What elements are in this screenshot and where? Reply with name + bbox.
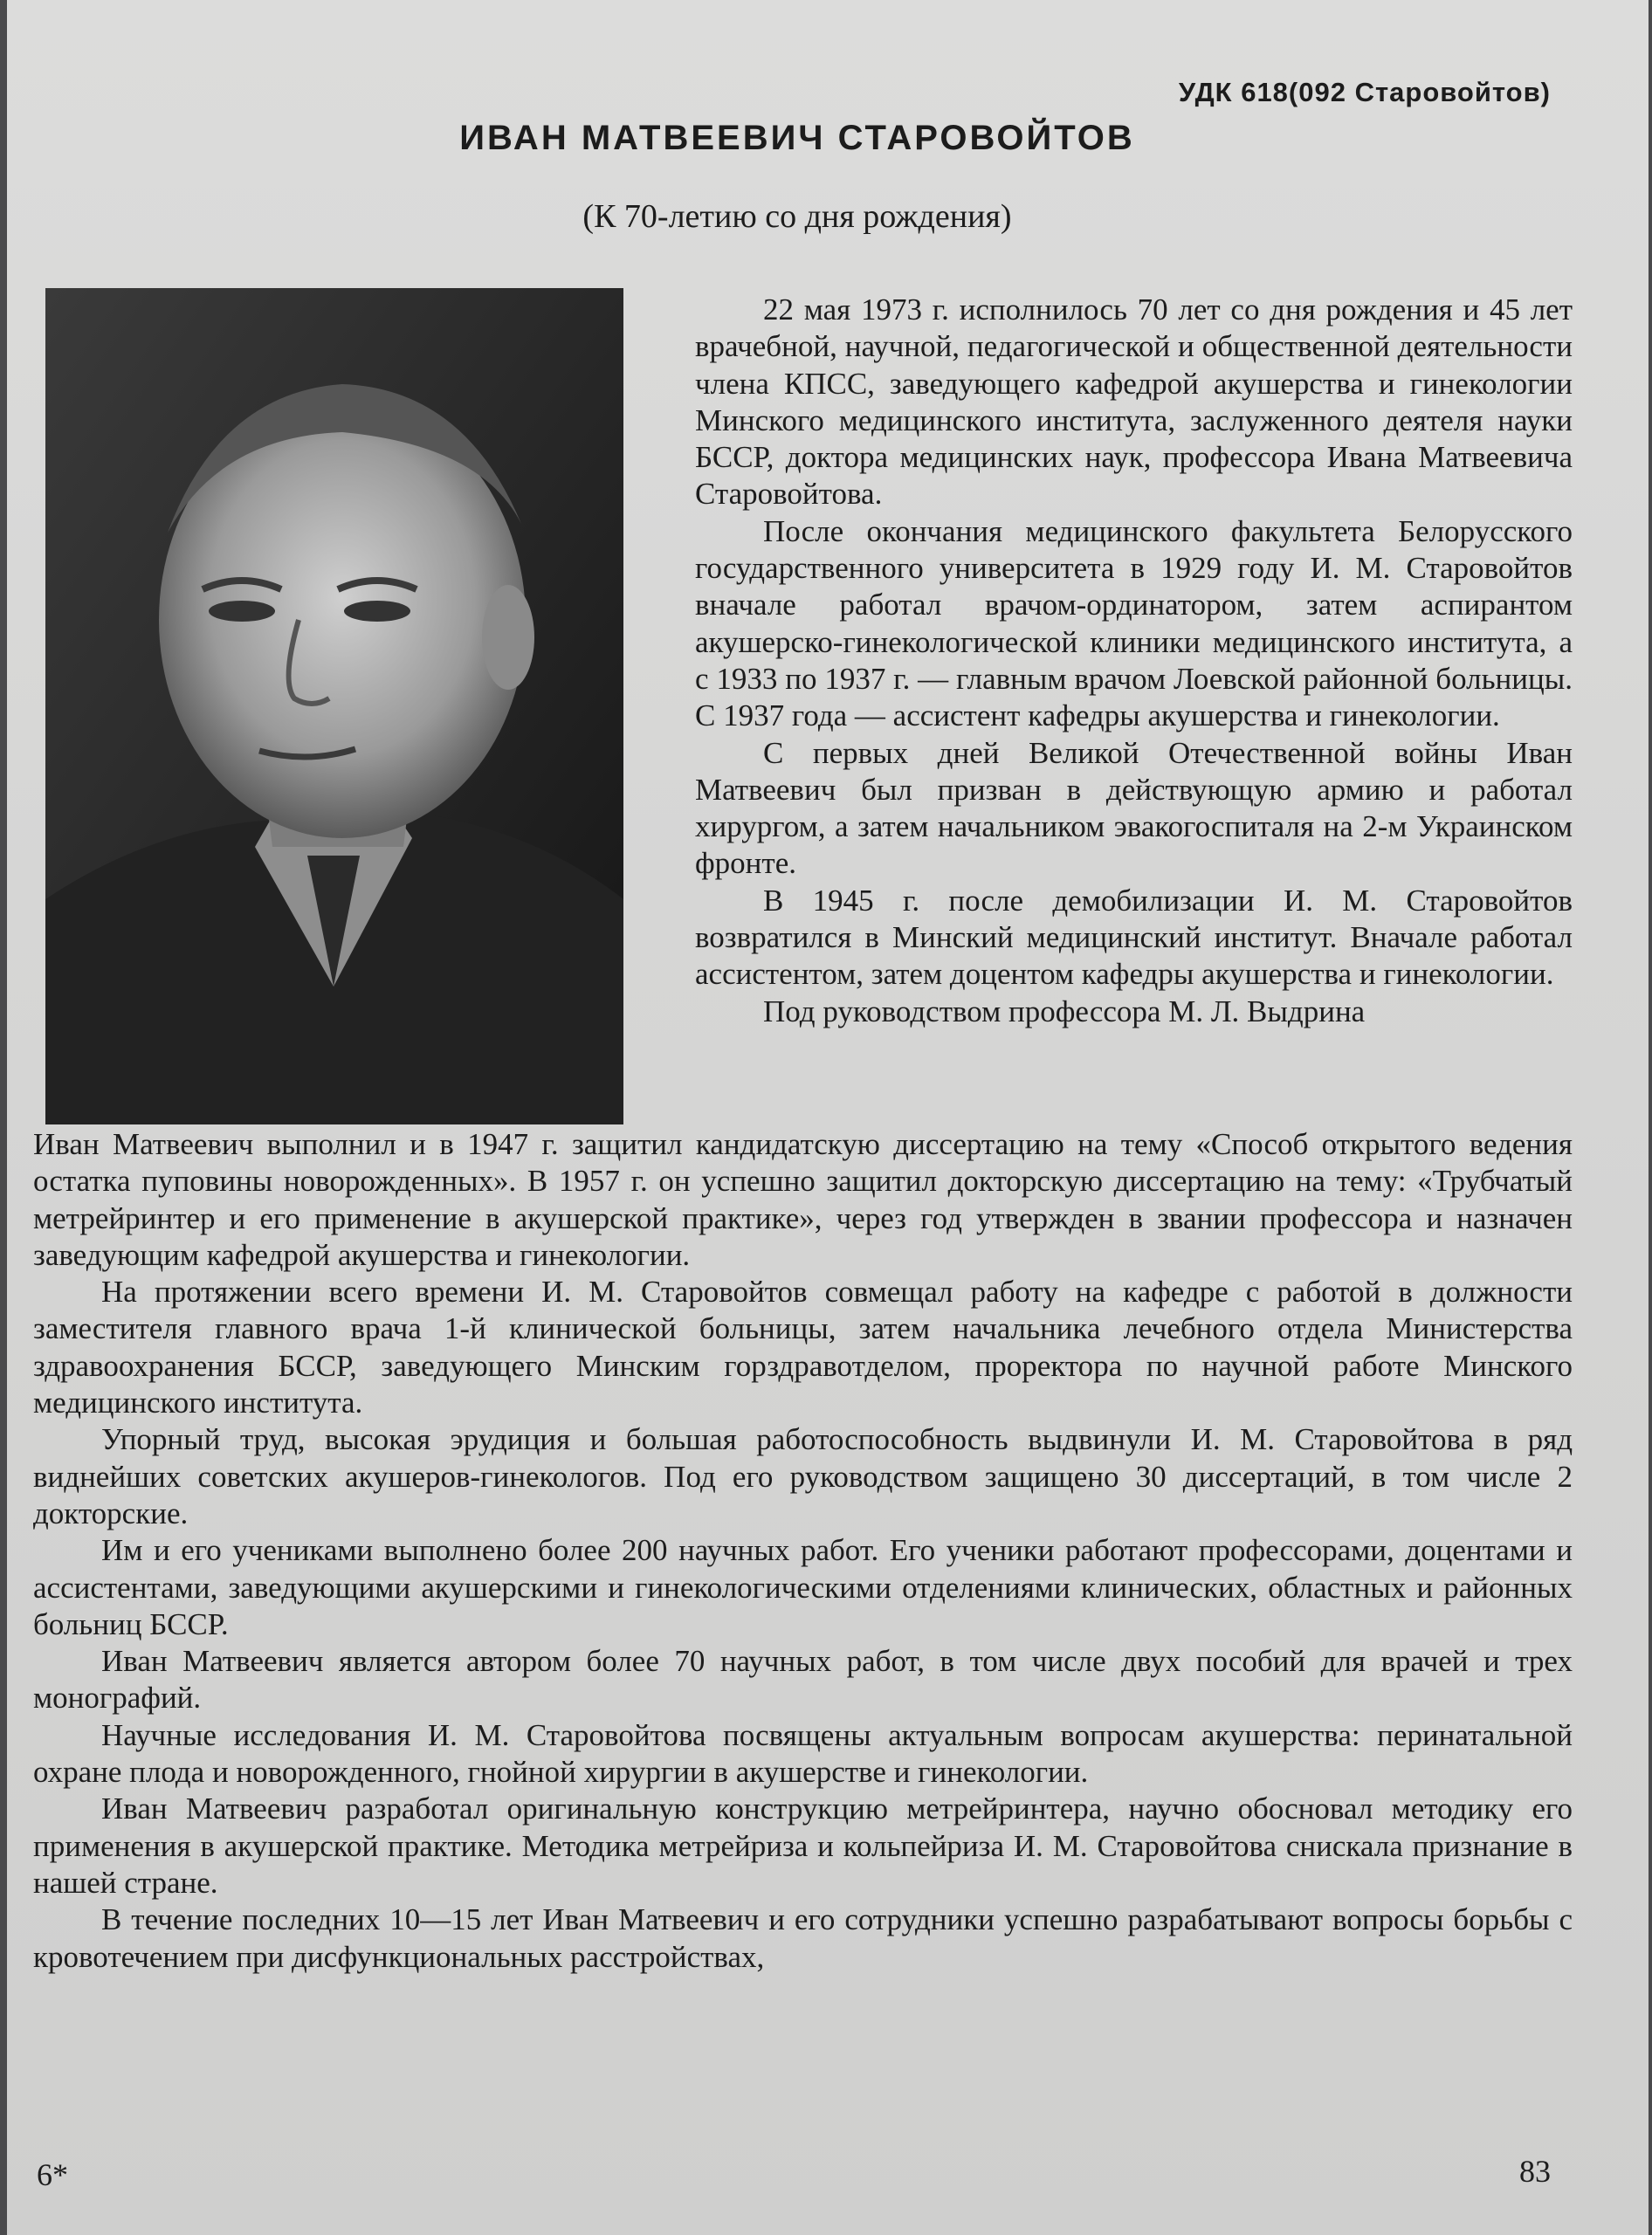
portrait-photo <box>45 288 623 1124</box>
paragraph: Научные исследования И. М. Старовойтова посвящены актуальным вопросам акушерства: перинатальной охране плода и новорожденного, гнойной хирургии в акушерстве и гинекологии. <box>33 1717 1573 1790</box>
paragraph: После окончания медицинского факультета Белорусского государственного университета в 1929 году И. М. Старовойтов вначале работал врачом-ординатором, затем аспирантом акушерско-гинекологической клиники медицинского института, а с 1933 по 1937 г. — главным врачом Лоевской районной больницы. С 1937 года — ассистент кафедры акушерства и гинекологии. <box>695 513 1573 733</box>
article-title: ИВАН МАТВЕЕВИЧ СТАРОВОЙТОВ <box>459 119 1135 157</box>
body-text-full-width <box>33 1126 1573 1976</box>
document-page <box>7 0 1649 2235</box>
paragraph: В течение последних 10—15 лет Иван Матвеевич и его сотрудники успешно разрабатывают вопросы борьбы с кровотечением при дисфункциональных расстройствах, <box>33 1902 1573 1974</box>
paragraph: Им и его учениками выполнено более 200 научных работ. Его ученики работают профессорами, доцентами и ассистентами, заведующими акушерскими и гинекологическими отделениями клинических, областных и районных больниц БССР. <box>33 1533 1573 1641</box>
paragraph-continued: Иван Матвеевич выполнил и в 1947 г. защитил кандидатскую диссертацию на тему «Способ открытого ведения остатка пуповины новорожденных». В 1957 г. он успешно защитил докторскую диссертацию на тему: «Трубчатый метрейринтер и его применение в акушерской практике», через год утвержден в звании профессора и назначен заведующим кафедрой акушерства и гинекологии. <box>33 1127 1573 1272</box>
signature-mark: 6* <box>37 2157 68 2192</box>
body-text-column-right <box>695 292 1573 1030</box>
paragraph: Иван Матвеевич является автором более 70 научных работ, в том числе двух пособий для врачей и трех монографий. <box>33 1644 1573 1716</box>
article-subtitle: (К 70-летию со дня рождения) <box>582 198 1012 235</box>
paragraph: На протяжении всего времени И. М. Старовойтов совмещал работу на кафедре с работой в должности заместителя главного врача 1-й клинической больницы, затем начальника лечебного отдела Министерства здравоохранения БССР, заведующего Минским горздравотделом, проректора по научной работе Минского медицинского института. <box>33 1275 1573 1420</box>
paragraph: 22 мая 1973 г. исполнилось 70 лет со дня рождения и 45 лет врачебной, научной, педагогической и общественной деятельности члена КПСС, заведующего кафедрой акушерства и гинекологии Минского медицинского института, заслуженного деятеля науки БССР, доктора медицинских наук, профессора Ивана Матвеевича Старовойтова. <box>695 292 1573 512</box>
paragraph: Под руководством профессора М. Л. Выдрина <box>763 994 1366 1028</box>
paragraph: В 1945 г. после демобилизации И. М. Старовойтов возвратился в Минский медицинский институт. Вначале работал ассистентом, затем доцентом кафедры акушерства и гинекологии. <box>695 883 1573 992</box>
udk-code: УДК 618(092 Старовойтов) <box>1178 77 1551 107</box>
paragraph: Упорный труд, высокая эрудиция и большая работоспособность выдвинули И. М. Старовойтова в ряд виднейших советских акушеров-гинекологов. Под его руководством защищено 30 диссертаций, в том числе 2 докторские. <box>33 1422 1573 1530</box>
paragraph: Иван Матвеевич разработал оригинальную конструкцию метрейринтера, научно обосновал методику его применения в акушерской практике. Методика метрейриза и кольпейриза И. М. Старовойтова снискала признание в нашей стране. <box>33 1791 1573 1900</box>
paragraph: С первых дней Великой Отечественной войны Иван Матвеевич был призван в действующую армию и работал хирургом, а затем начальником эвакогоспиталя на 2-м Украинском фронте. <box>695 735 1573 881</box>
portrait-photo-icon <box>45 288 623 1124</box>
page-number: 83 <box>1519 2154 1551 2189</box>
